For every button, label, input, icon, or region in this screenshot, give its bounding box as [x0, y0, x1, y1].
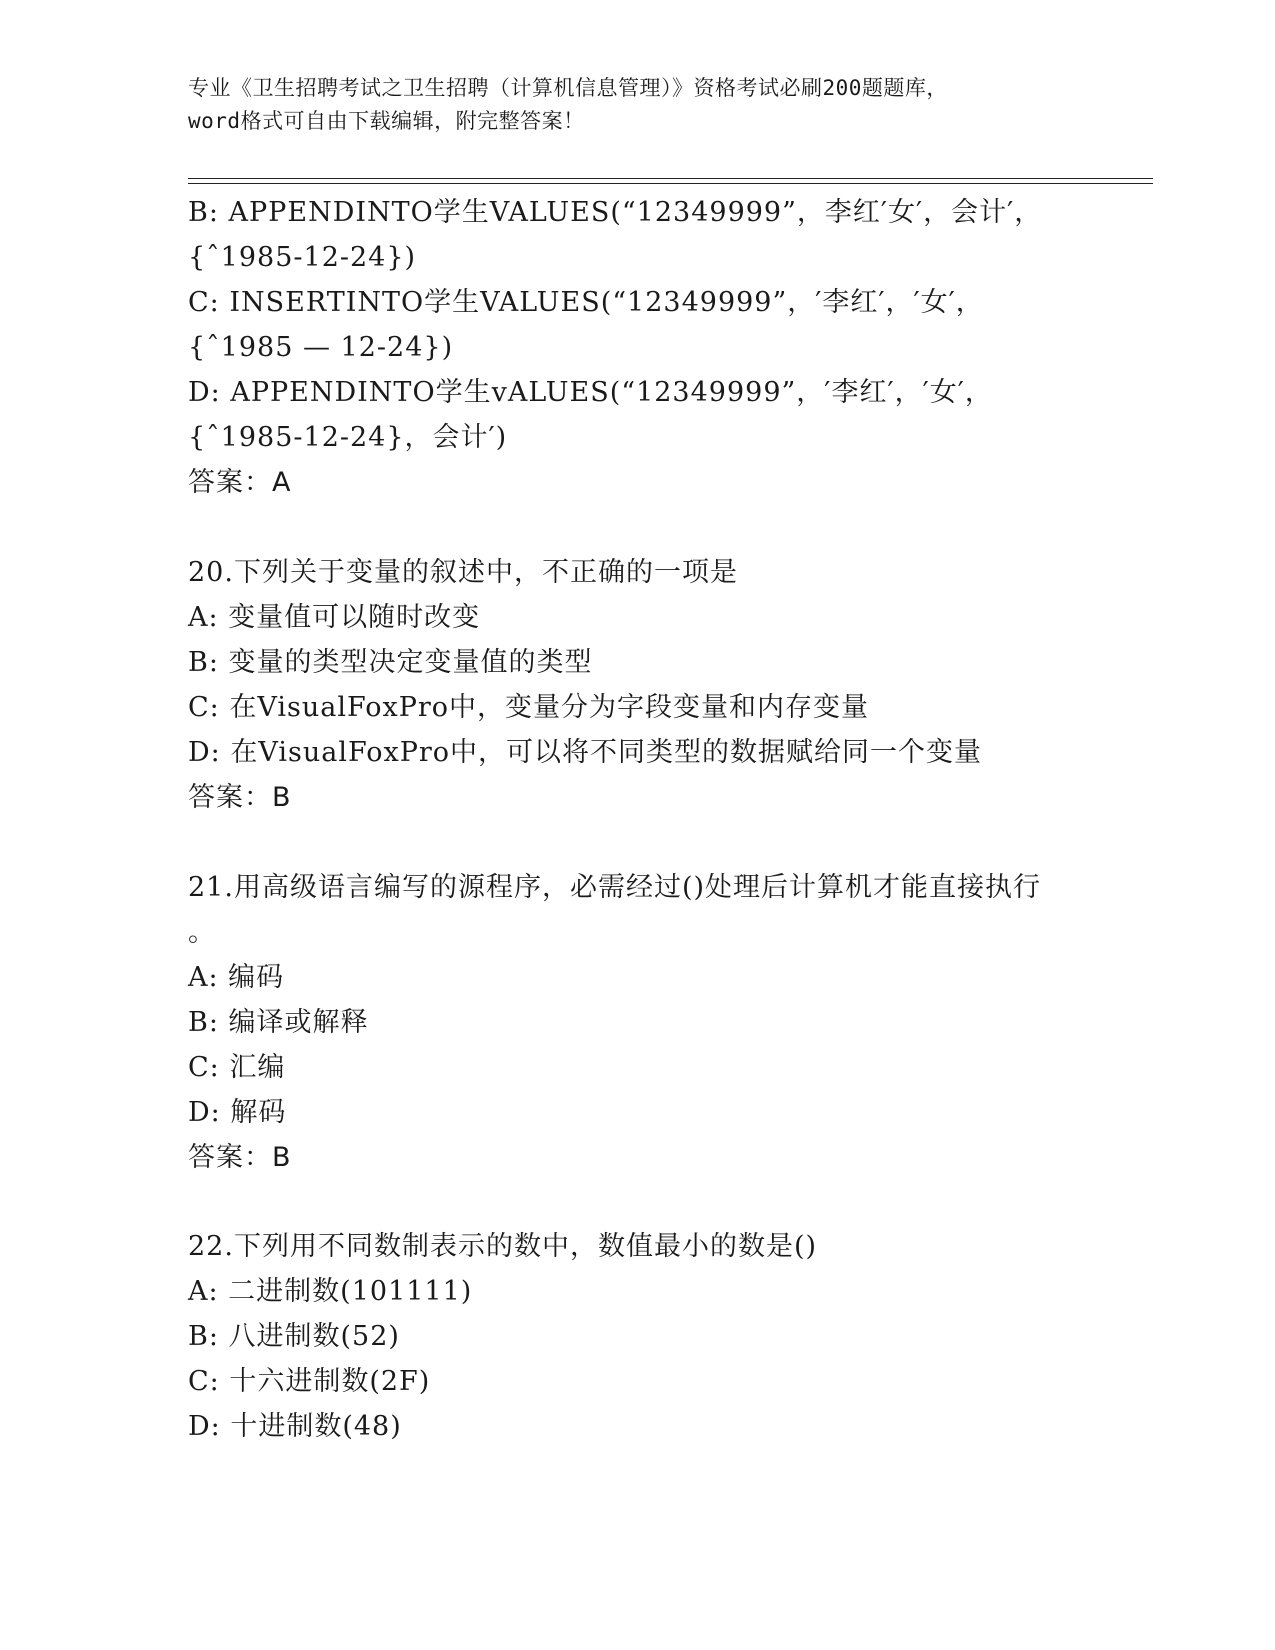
answer-label: 答案：B [188, 1142, 292, 1173]
option-c-line-1: C: INSERTINTO学生VALUES(“12349999”，′李红′，′女′， [188, 287, 984, 318]
option-b: B: 八进制数(52) [188, 1321, 400, 1352]
option-d: D: 在VisualFoxPro中，可以将不同类型的数据赋给同一个变量 [188, 737, 983, 768]
answer-label: 答案：B [188, 782, 292, 813]
option-c: C: 十六进制数(2F) [188, 1366, 431, 1397]
option-c: C: 在VisualFoxPro中，变量分为字段变量和内存变量 [188, 692, 870, 723]
option-d-line-1: D: APPENDINTO学生vALUES(“12349999”，′李红′，′女′， [188, 377, 993, 408]
question-21 [188, 865, 1148, 1181]
header-title-line-1: 专业《卫生招聘考试之卫生招聘（计算机信息管理）》资格考试必刷200题题库， [188, 76, 948, 100]
option-d-line-2: {ˆ1985-12-24}，会计′) [188, 422, 508, 453]
question-list [188, 190, 1148, 1449]
question-text-continuation: 。 [188, 917, 216, 948]
option-a: A: 编码 [188, 962, 285, 993]
option-b-line-1: B: APPENDINTO学生VALUES(“12349999”，李红′女′，会计′， [188, 197, 1043, 228]
header-divider-bottom [188, 183, 1153, 184]
question-text: 21.用高级语言编写的源程序，必需经过()处理后计算机才能直接执行 [188, 872, 1042, 903]
option-a: A: 二进制数(101111) [188, 1276, 473, 1307]
spacer [188, 506, 1148, 550]
option-b-line-2: {ˆ1985-12-24}) [188, 242, 417, 273]
header-divider-top [188, 178, 1153, 179]
document-header [188, 72, 1088, 138]
option-a: A: 变量值可以随时改变 [188, 602, 481, 633]
spacer [188, 821, 1148, 865]
option-b: B: 编译或解释 [188, 1007, 369, 1038]
question-19-tail [188, 190, 1148, 506]
option-c-line-2: {ˆ1985 — 12-24}) [188, 332, 454, 363]
question-22 [188, 1224, 1148, 1449]
option-c: C: 汇编 [188, 1052, 286, 1083]
question-text: 22.下列用不同数制表示的数中，数值最小的数是() [188, 1231, 818, 1262]
question-text: 20.下列关于变量的叙述中，不正确的一项是 [188, 557, 738, 588]
answer-label: 答案：A [188, 467, 292, 498]
option-d: D: 解码 [188, 1097, 287, 1128]
option-d: D: 十进制数(48) [188, 1411, 402, 1442]
option-b: B: 变量的类型决定变量值的类型 [188, 647, 593, 678]
question-20 [188, 550, 1148, 821]
header-title-line-2: word格式可自由下载编辑，附完整答案！ [188, 109, 585, 133]
spacer [188, 1181, 1148, 1224]
